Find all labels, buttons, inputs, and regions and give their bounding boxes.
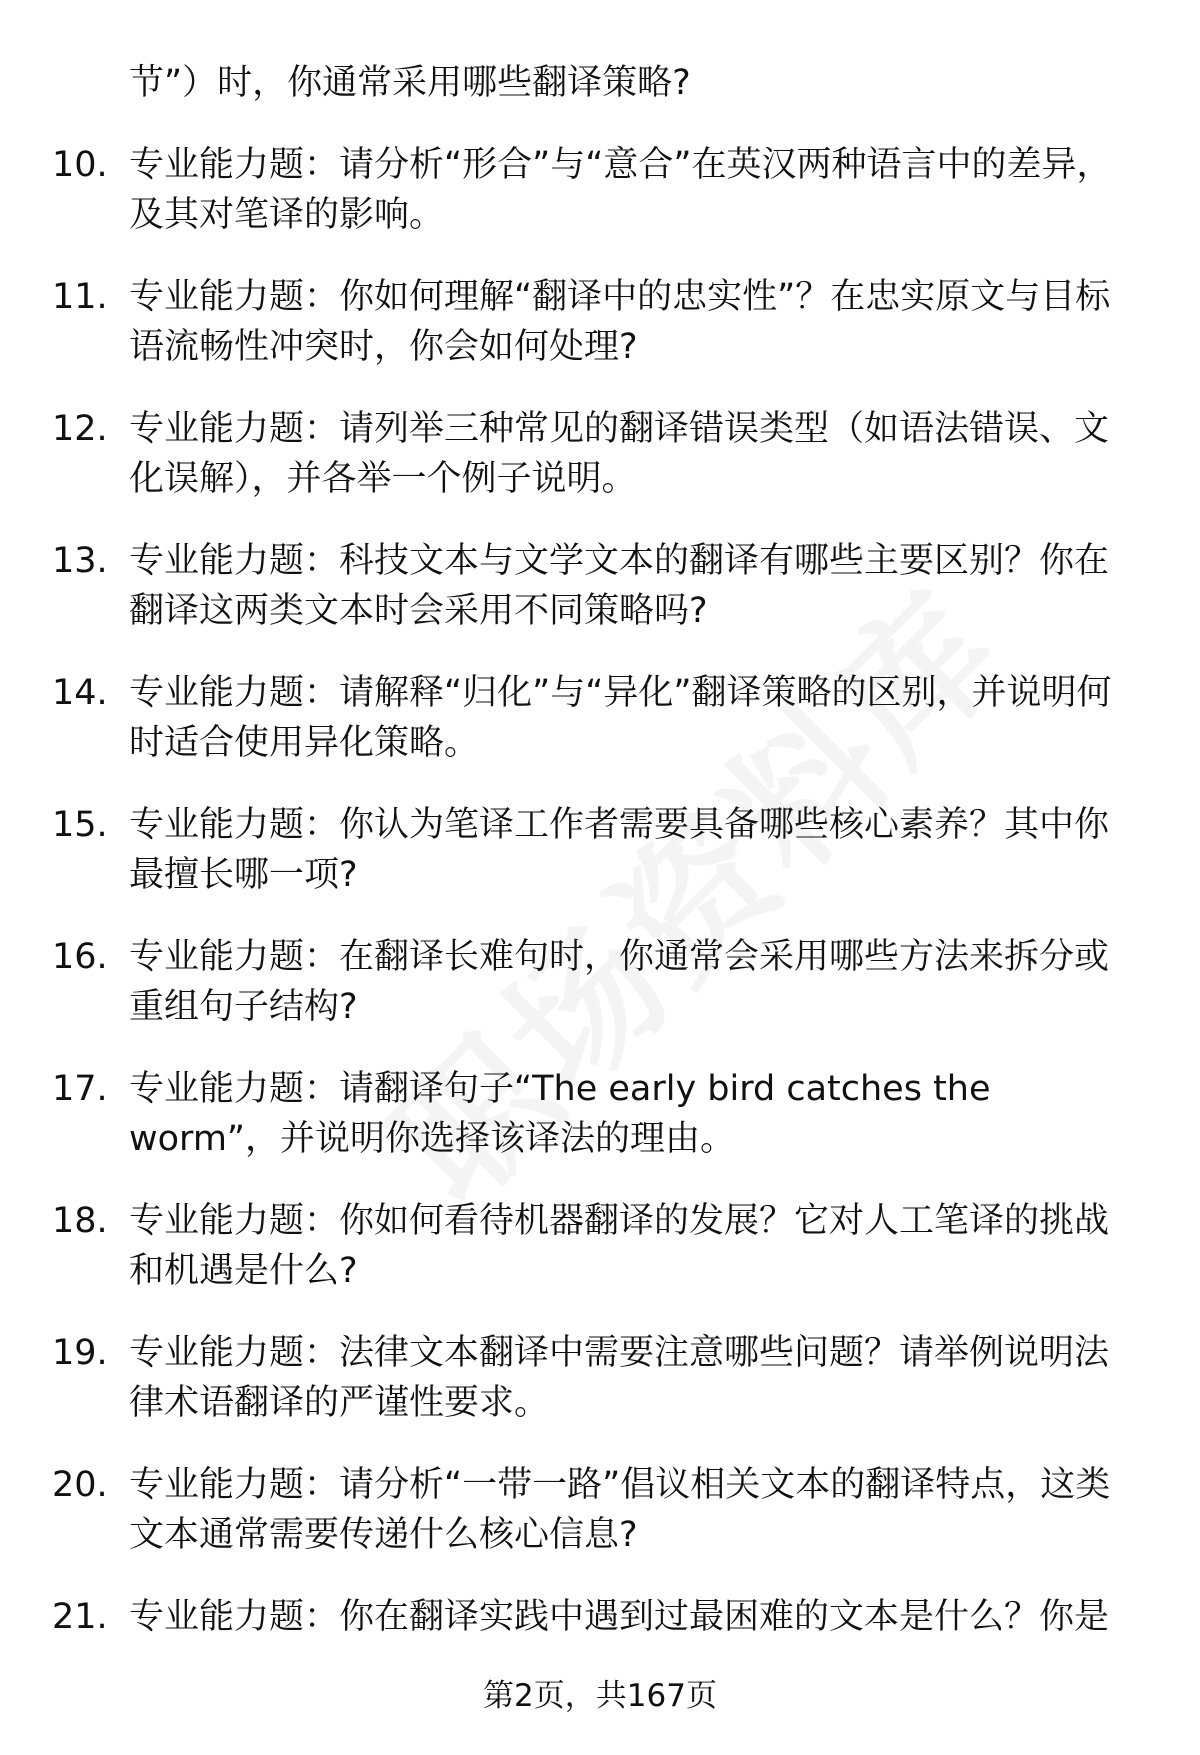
- question-text: 专业能力题：你在翻译实践中遇到过最困难的文本是什么？你是: [129, 1597, 1110, 1637]
- question-number: 11.: [52, 277, 108, 317]
- question-item: [0, 932, 1200, 1064]
- question-number: 19.: [52, 1333, 108, 1373]
- question-item: [0, 668, 1200, 800]
- question-item: [0, 404, 1200, 536]
- question-item: [0, 140, 1200, 272]
- question-number: 16.: [52, 937, 108, 977]
- question-item: [0, 1592, 1200, 1662]
- question-number: 14.: [52, 673, 108, 713]
- question-text: 专业能力题：你如何理解“翻译中的忠实性”？在忠实原文与目标语流畅性冲突时，你会如何处理?: [129, 277, 1111, 367]
- question-number: 18.: [52, 1201, 108, 1241]
- question-number: 15.: [52, 805, 108, 845]
- question-number: 10.: [52, 145, 108, 185]
- continuation-text: 节”）时，你通常采用哪些翻译策略?: [129, 63, 691, 103]
- question-text: 专业能力题：在翻译长难句时，你通常会采用哪些方法来拆分或重组句子结构?: [129, 937, 1110, 1027]
- question-number: 13.: [52, 541, 108, 581]
- question-item: [0, 536, 1200, 668]
- question-item: [0, 1196, 1200, 1328]
- question-text: 专业能力题：科技文本与文学文本的翻译有哪些主要区别？你在翻译这两类文本时会采用不同策略吗?: [129, 541, 1110, 631]
- question-list: [0, 140, 1200, 1662]
- question-number: 21.: [52, 1597, 108, 1637]
- question-text: 专业能力题：请解释“归化”与“异化”翻译策略的区别，并说明何时适合使用异化策略。: [129, 673, 1112, 763]
- question-text: 专业能力题：你认为笔译工作者需要具备哪些核心素养？其中你最擅长哪一项?: [129, 805, 1110, 895]
- question-number: 12.: [52, 409, 108, 449]
- question-item: [0, 800, 1200, 932]
- question-text: 专业能力题：法律文本翻译中需要注意哪些问题？请举例说明法律术语翻译的严谨性要求。: [129, 1333, 1110, 1423]
- question-text: 专业能力题：请分析“一带一路”倡议相关文本的翻译特点，这类文本通常需要传递什么核心信息?: [129, 1465, 1111, 1555]
- question-text: 专业能力题：请列举三种常见的翻译错误类型（如语法错误、文化误解），并各举一个例子说明。: [129, 409, 1110, 499]
- page-footer: 第2页，共167页: [483, 1678, 717, 1714]
- question-text: 专业能力题：请翻译句子“The early bird catches the worm”，并说明你选择该译法的理由。: [129, 1069, 991, 1159]
- question-text: 专业能力题：请分析“形合”与“意合”在英汉两种语言中的差异，及其对笔译的影响。: [129, 145, 1112, 235]
- question-number: 20.: [52, 1465, 108, 1505]
- question-number: 17.: [52, 1069, 108, 1109]
- question-text: 专业能力题：你如何看待机器翻译的发展？它对人工笔译的挑战和机遇是什么?: [129, 1201, 1110, 1291]
- question-item: [0, 1064, 1200, 1196]
- question-item: [0, 1460, 1200, 1592]
- question-item: [0, 272, 1200, 404]
- question-item: [0, 1328, 1200, 1460]
